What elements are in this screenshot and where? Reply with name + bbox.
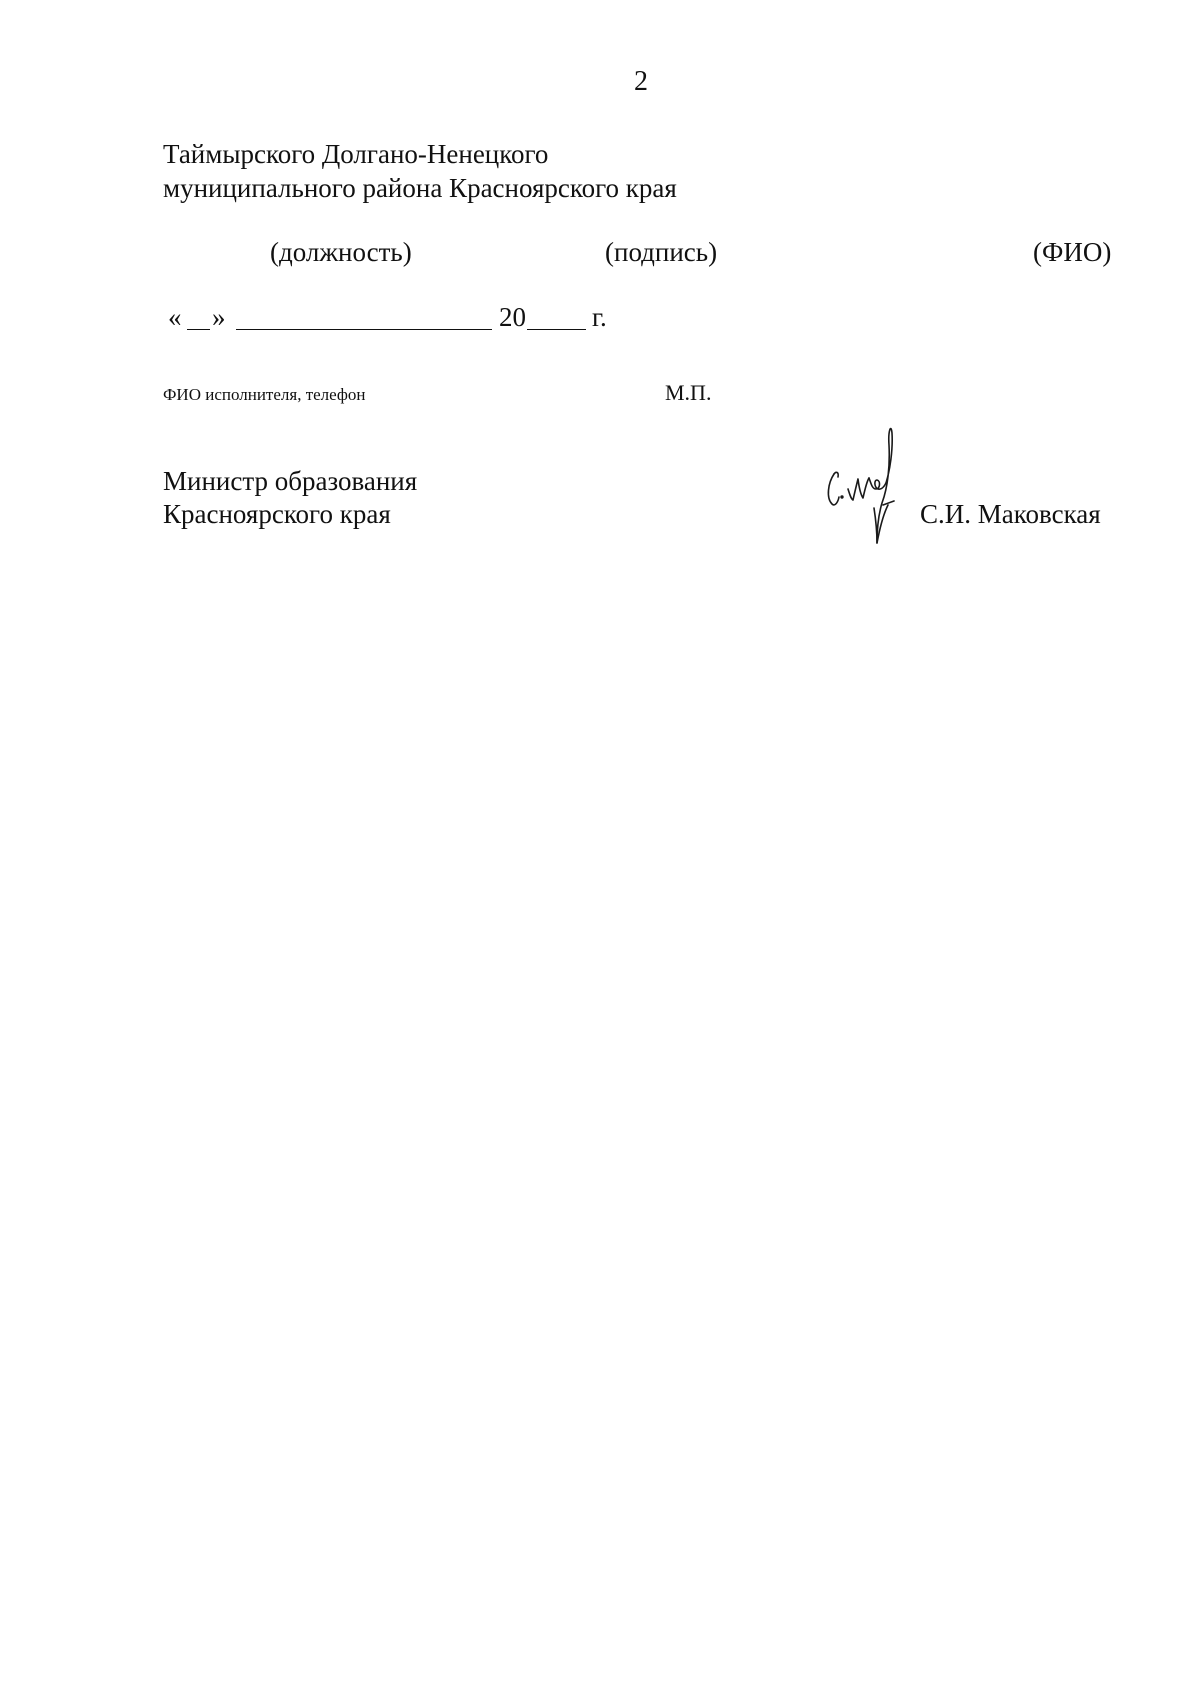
date-year-suffix: г. [592,302,607,332]
month-blank-line [236,329,492,330]
organization-line-1: Таймырского Долгано-Ненецкого [163,139,549,169]
date-open-quote: « [168,302,182,332]
year-blank-line [527,329,586,330]
stamp-label: М.П. [665,380,712,405]
minister-title-line-2: Красноярского края [163,499,391,529]
signer-name: С.И. Маковская [920,499,1101,529]
day-blank-line [187,329,210,330]
minister-title-line-1: Министр образования [163,466,418,496]
organization-line-2: муниципального района Красноярского края [163,173,677,203]
page-number: 2 [634,66,648,97]
handwritten-signature [820,425,920,565]
date-close-quote: » [212,302,226,332]
fio-caption: (ФИО) [1033,237,1112,267]
position-caption: (должность) [270,237,412,267]
executor-label: ФИО исполнителя, телефон [163,385,366,404]
signature-caption: (подпись) [605,237,718,267]
date-year-prefix: 20 [499,302,526,332]
